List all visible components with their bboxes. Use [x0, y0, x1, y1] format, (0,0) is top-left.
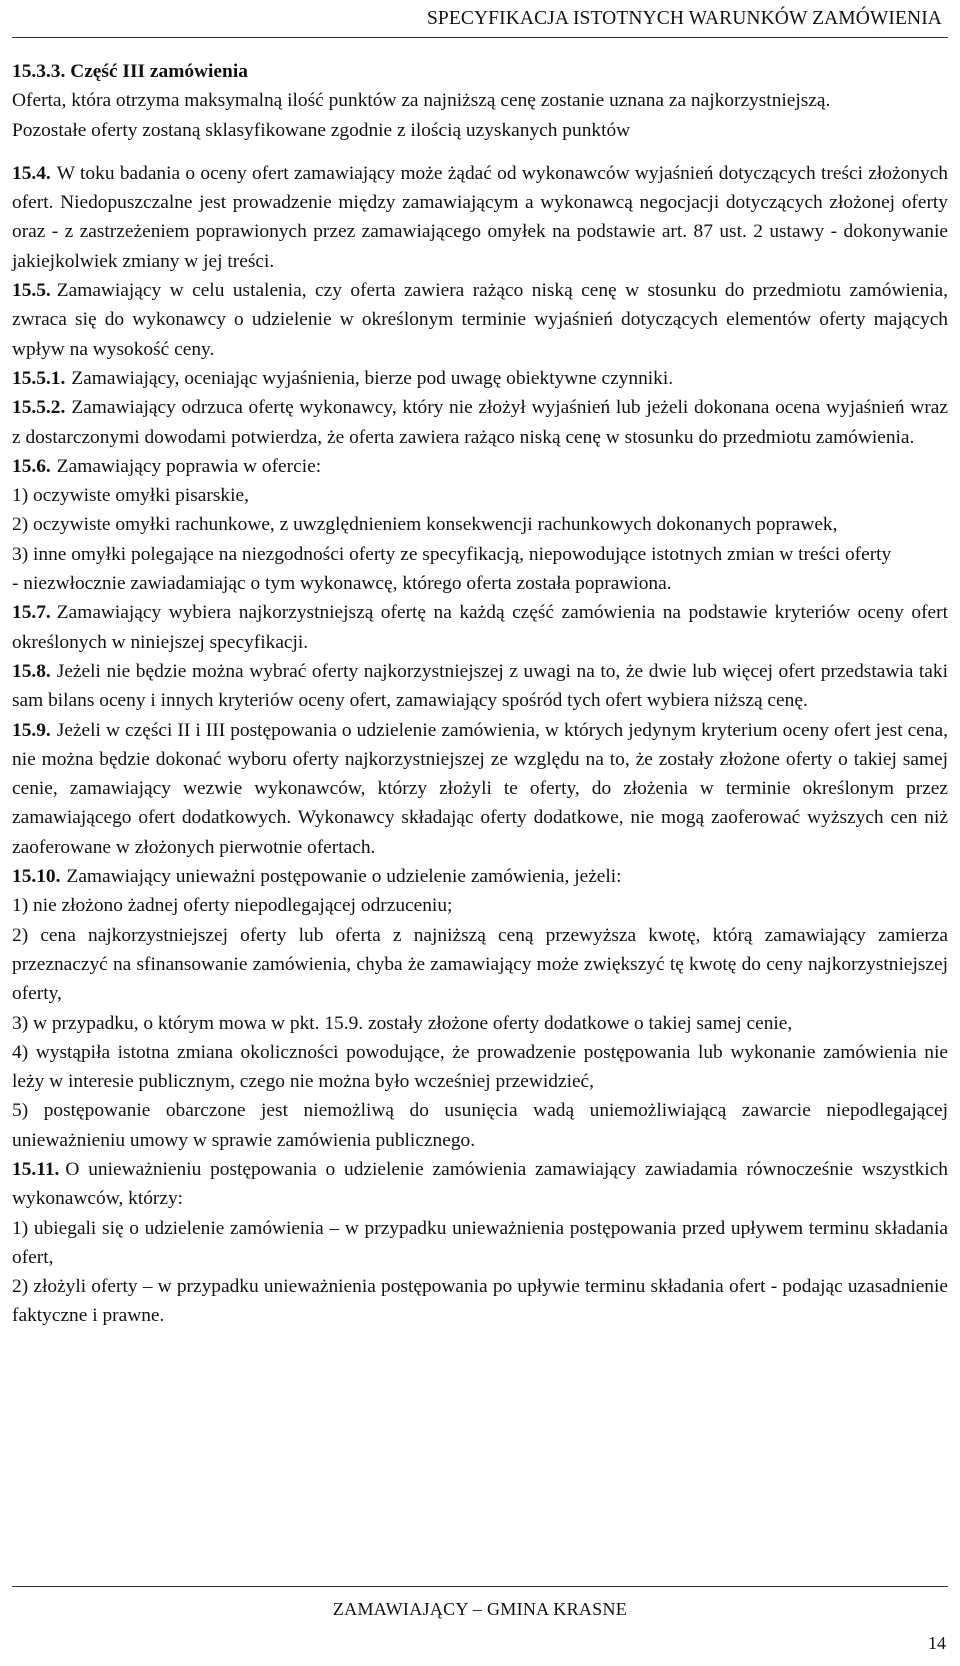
- paragraph: [12, 86, 948, 115]
- list-item: [12, 569, 948, 598]
- section-number: 15.10.: [12, 866, 61, 888]
- list-item: [12, 481, 948, 510]
- list-item-text: 1) ubiegali się o udzielenie zamówienia – w przypadku unieważnienia postępowania przed upływem terminu składania ofert,: [12, 1217, 948, 1268]
- page-footer: [12, 1586, 948, 1657]
- footer-text: ZAMAWIAJĄCY – GMINA KRASNE: [332, 1599, 628, 1619]
- section-number: 15.5.: [12, 280, 51, 302]
- page-header: [12, 4, 948, 38]
- section-number: 15.11.: [12, 1158, 60, 1180]
- section-number: 15.8.: [12, 660, 51, 682]
- document-body: [12, 57, 948, 1331]
- paragraph-text: Pozostałe oferty zostaną sklasyfikowane zgodnie z ilością uzyskanych punktów: [12, 119, 631, 141]
- paragraph-text: Zamawiający wybiera najkorzystniejszą ofertę na każdą część zamówienia na podstawie kryteriów oceny ofert określonych w niniejszej specyfikacji.: [12, 602, 948, 653]
- list-item-text: - niezwłocznie zawiadamiając o tym wykonawcę, którego oferta została poprawiona.: [12, 573, 672, 595]
- paragraph-text: Zamawiający, oceniając wyjaśnienia, bierze pod uwagę obiektywne czynniki.: [71, 367, 674, 389]
- page-number: 14: [928, 1633, 946, 1653]
- list-item: [12, 1038, 948, 1097]
- paragraph-text: Zamawiający w celu ustalenia, czy oferta zawiera rażąco niską cenę w stosunku do przedmiotu zamówienia, zwraca się do wykonawcy o udzielenie w określonym terminie wyjaśnień dotyczących elementów oferty mających wpływ na wysokość ceny.: [12, 280, 948, 360]
- section-15-5-1: [12, 364, 948, 393]
- paragraph-text: Zamawiający odrzuca ofertę wykonawcy, który nie złożył wyjaśnień lub jeżeli dokonana ocena wyjaśnień wraz z dostarczonymi dowodami potwierdza, że oferta zawiera rażąco niską cenę w stosunku do przedmiotu zamówienia.: [12, 397, 948, 448]
- section-15-5-2: [12, 393, 948, 452]
- paragraph-text: Zamawiający unieważni postępowanie o udzielenie zamówienia, jeżeli:: [66, 866, 622, 888]
- list-item-text: 1) oczywiste omyłki pisarskie,: [12, 485, 249, 507]
- paragraph-text: Jeżeli w części II i III postępowania o udzielenie zamówienia, w których jedynym kryterium oceny ofert jest cena, nie można będzie dokonać wyboru oferty najkorzystniejszej ze względu na to, że zostały złożone oferty o takiej samej cenie, zamawiający wezwie wykonawców, którzy złożyli te oferty, do złożenia w terminie określonym przez zamawiającego ofert dodatkowych. Wykonawcy składając oferty dodatkowe, nie mogą zaoferować wyższych cen niż zaoferowane w złożonych pierwotnie ofertach.: [12, 719, 948, 858]
- list-item: [12, 510, 948, 539]
- paragraph: [12, 116, 948, 145]
- section-15-5: [12, 276, 948, 364]
- section-number: 15.6.: [12, 455, 51, 477]
- section-15-8: [12, 657, 948, 716]
- list-item: [12, 1272, 948, 1331]
- section-15-10: [12, 862, 948, 891]
- section-15-4: [12, 159, 948, 276]
- document-title: SPECYFIKACJA ISTOTNYCH WARUNKÓW ZAMÓWIENIA: [426, 8, 942, 29]
- section-number: 15.5.2.: [12, 397, 66, 419]
- section-number: 15.5.1.: [12, 367, 66, 389]
- list-item: [12, 540, 948, 569]
- paragraph-text: Oferta, która otrzyma maksymalną ilość punktów za najniższą cenę zostanie uznana za najkorzystniejszą.: [12, 90, 831, 112]
- paragraph-text: W toku badania o oceny ofert zamawiający może żądać od wykonawców wyjaśnień dotyczących treści złożonych ofert. Niedopuszczalne jest prowadzenie między zamawiającym a wykonawcą negocjacji dotyczących złożonej oferty oraz - z zastrzeżeniem poprawionych przez zamawiającego omyłek na podstawie art. 87 ust. 2 ustawy - dokonywanie jakiejkolwiek zmiany w jej treści.: [12, 162, 948, 272]
- list-item: [12, 1009, 948, 1038]
- list-item-text: 5) postępowanie obarczone jest niemożliwą do usunięcia wadą uniemożliwiającą zawarcie niepodlegającej unieważnieniu umowy w sprawie zamówienia publicznego.: [12, 1100, 948, 1151]
- paragraph-text: Jeżeli nie będzie można wybrać oferty najkorzystniejszej z uwagi na to, że dwie lub więcej ofert przedstawia taki sam bilans oceny i innych kryteriów oceny ofert, zamawiający spośród tych ofert wybiera niższą cenę.: [12, 660, 948, 712]
- list-item: [12, 1214, 948, 1273]
- list-item: [12, 891, 948, 920]
- section-15-11: [12, 1155, 948, 1214]
- list-item: [12, 921, 948, 1009]
- section-15-6: [12, 452, 948, 481]
- section-number: 15.7.: [12, 602, 51, 624]
- list-item-text: 2) złożyli oferty – w przypadku unieważnienia postępowania po upływie terminu składania ofert - podając uzasadnienie faktyczne i prawne.: [12, 1276, 948, 1327]
- paragraph-text: O unieważnieniu postępowania o udzielenie zamówienia zamawiający zawiadamia równocześnie wszystkich wykonawców, którzy:: [12, 1158, 948, 1210]
- list-item-text: 1) nie złożono żadnej oferty niepodlegającej odrzuceniu;: [12, 895, 453, 917]
- list-item-text: 3) inne omyłki polegające na niezgodności oferty ze specyfikacją, niepowodujące istotnych zmian w treści oferty: [12, 543, 892, 565]
- list-item-text: 3) w przypadku, o którym mowa w pkt. 15.9. zostały złożone oferty dodatkowe o takiej samej cenie,: [12, 1012, 793, 1034]
- section-number: 15.9.: [12, 719, 51, 741]
- paragraph-text: Zamawiający poprawia w ofercie:: [56, 455, 322, 477]
- section-title: Część III zamówienia: [70, 61, 248, 82]
- list-item: [12, 1096, 948, 1155]
- section-number: 15.3.3.: [12, 61, 66, 82]
- section-heading: [12, 57, 948, 86]
- list-item-text: 4) wystąpiła istotna zmiana okoliczności powodujące, że prowadzenie postępowania lub wykonanie zamówienia nie leży w interesie publicznym, czego nie można było wcześniej przewidzieć,: [12, 1041, 948, 1093]
- section-number: 15.4.: [12, 162, 51, 184]
- section-15-7: [12, 598, 948, 657]
- list-item-text: 2) cena najkorzystniejszej oferty lub oferta z najniższą ceną przewyższa kwotę, którą zamawiający zamierza przeznaczyć na sfinansowanie zamówienia, chyba że zamawiający może zwiększyć tę kwotę do ceny najkorzystniejszej oferty,: [12, 924, 948, 1005]
- section-15-9: [12, 716, 948, 862]
- list-item-text: 2) oczywiste omyłki rachunkowe, z uwzględnieniem konsekwencji rachunkowych dokonanych poprawek,: [12, 514, 838, 536]
